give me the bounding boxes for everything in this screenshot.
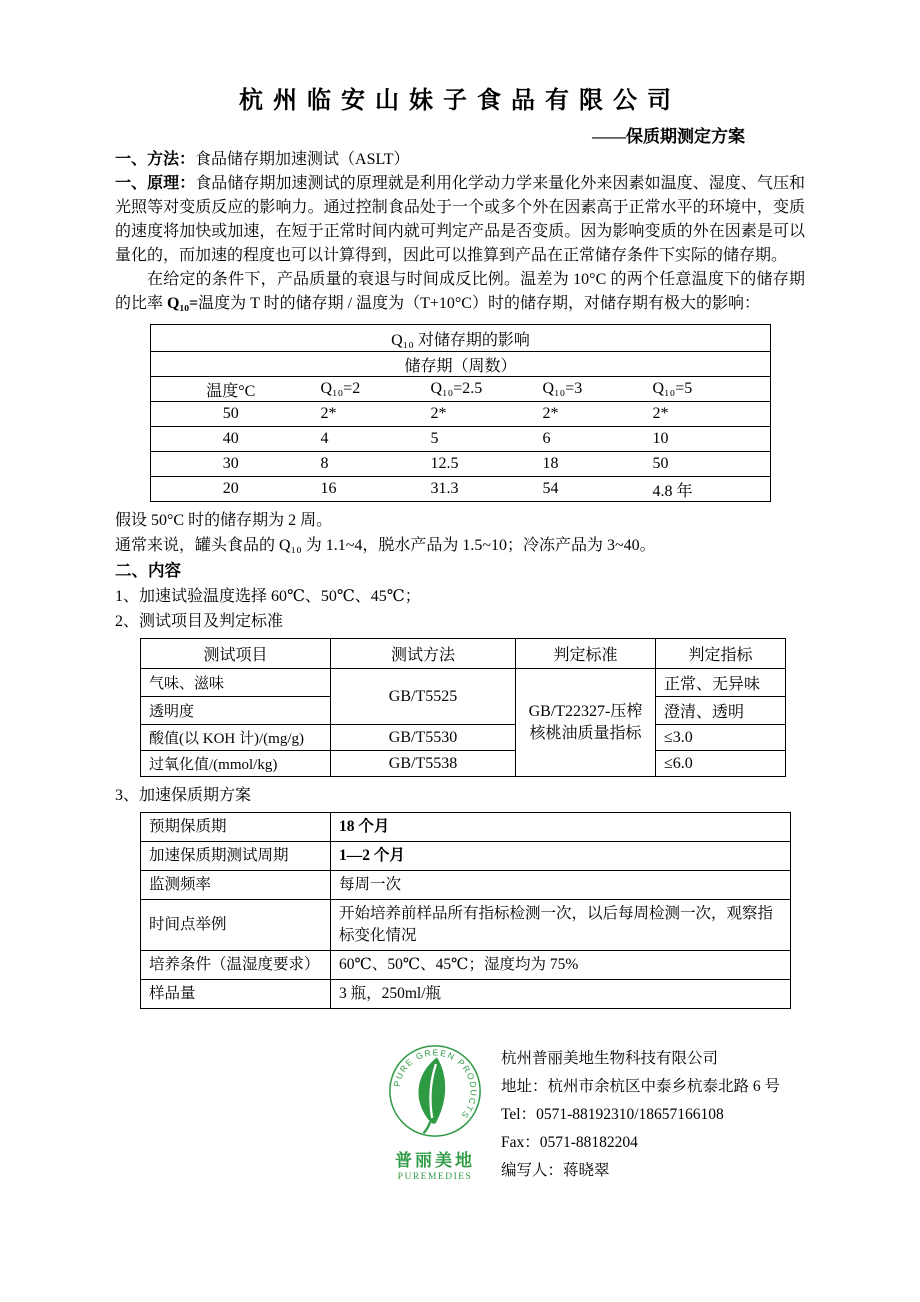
plan-value-cell: 18 个月 xyxy=(331,813,791,842)
section-principle xyxy=(115,172,805,268)
table1-title: Q₁₀ 对储存期的影响 xyxy=(391,331,530,349)
principle-text: 食品储存期加速测试的原理就是利用化学动力学来量化外来因素如温度、湿度、气压和光照等对变质反应的影响力。通过控制食品处于一个或多个外在因素高于正常水平的环境中，变质的速度将加快或加速，在短于正常时间内就可判定产品是否变质。因为影响变质的外在因素是可以量化的，而加速的程度也可以计算得到，因此可以推算到产品在正常储存条件下实际的储存期。 xyxy=(115,175,805,264)
table1-cell: 6 xyxy=(533,427,643,452)
footer-company-name: 杭州普丽美地生物科技有限公司 xyxy=(501,1050,719,1067)
test-indicator-cell: ≤6.0 xyxy=(656,751,786,777)
table1-cell: 8 xyxy=(311,452,421,477)
test-table-header: 测试方法 xyxy=(331,639,516,669)
q10-paragraph xyxy=(115,268,805,316)
q10-paragraph-post: 温度为 T 时的储存期 / 温度为（T+10°C）时的储存期，对储存期有极大的影响： xyxy=(198,295,760,312)
table1-cell: 12.5 xyxy=(421,452,533,477)
test-method-cell: GB/T5530 xyxy=(331,725,516,751)
section-content-heading: 二、内容 xyxy=(115,561,181,580)
test-method-cell: GB/T5538 xyxy=(331,751,516,777)
doc-subtitle: ——保质期测定方案 xyxy=(592,127,745,146)
table1-cell: 10 xyxy=(643,427,771,452)
method-label: 一、方法： xyxy=(115,151,196,168)
note-assumption: 假设 50°C 时的储存期为 2 周。 xyxy=(115,512,333,529)
table1-cell: 4 xyxy=(311,427,421,452)
test-indicator-cell: ≤3.0 xyxy=(656,725,786,751)
q10-paragraph-pre: 在给定的条件下，产品质量的衰退与时间成反比例。温差为 10°C 的两个任意温度下的储存期的比率 xyxy=(115,271,805,312)
principle-label: 一、原理： xyxy=(115,175,196,192)
table1-cell: 50 xyxy=(643,452,771,477)
q10-effect-table xyxy=(150,324,771,502)
table1-cell: 2* xyxy=(643,402,771,427)
footer xyxy=(385,1043,805,1185)
test-standard-cell: GB/T22327-压榨核桃油质量指标 xyxy=(516,669,656,777)
test-table-header: 判定指标 xyxy=(656,639,786,669)
test-method-cell: GB/T5525 xyxy=(331,669,516,725)
footer-tel: Tel：0571-88192310/18657166108 xyxy=(501,1106,724,1123)
table1-cell: 18 xyxy=(533,452,643,477)
table1-subtitle: 储存期（周数） xyxy=(151,352,771,377)
logo-name-en: PUREMEDIES xyxy=(397,1172,473,1182)
test-item-cell: 酸值(以 KOH 计)/(mg/g) xyxy=(141,725,331,751)
method-text: 食品储存期加速测试（ASLT） xyxy=(195,151,410,168)
plan-label-cell: 培养条件（温湿度要求） xyxy=(141,951,331,980)
table1-cell: 20 xyxy=(151,477,311,502)
footer-address: 地址：杭州市余杭区中泰乡杭泰北路 6 号 xyxy=(501,1078,781,1095)
table1-cell: 16 xyxy=(311,477,421,502)
table1-cell: 4.8 年 xyxy=(643,477,771,502)
table1-header: Q₁₀=5 xyxy=(643,377,771,402)
plan-value-cell: 每周一次 xyxy=(331,871,791,900)
test-indicator-cell: 正常、无异味 xyxy=(656,669,786,697)
test-table-header: 判定标准 xyxy=(516,639,656,669)
table1-header: Q₁₀=2.5 xyxy=(421,377,533,402)
table1-cell: 30 xyxy=(151,452,311,477)
table1-cell: 40 xyxy=(151,427,311,452)
test-indicator-cell: 澄清、透明 xyxy=(656,697,786,725)
footer-author: 编写人：蒋晓翠 xyxy=(501,1162,610,1179)
test-item-cell: 气味、滋味 xyxy=(141,669,331,697)
plan-value-cell: 3 瓶，250ml/瓶 xyxy=(331,980,791,1009)
test-table-header: 测试项目 xyxy=(141,639,331,669)
logo-circle-text: PURE GREEN PRODUCTS xyxy=(391,1047,479,1122)
footer-fax: Fax：0571-88182204 xyxy=(501,1134,638,1151)
table1-header: 温度°C xyxy=(151,377,311,402)
table1-cell: 2* xyxy=(311,402,421,427)
logo-name-cn: 普丽美地 xyxy=(395,1151,475,1170)
company-logo xyxy=(385,1043,485,1185)
table1-cell: 2* xyxy=(421,402,533,427)
company-title: 杭州临安山妹子食品有限公司 xyxy=(239,88,681,114)
shelf-life-plan-table xyxy=(140,812,791,1009)
table1-header: Q₁₀=2 xyxy=(311,377,421,402)
list-item-test-standard: 2、测试项目及判定标准 xyxy=(115,613,284,630)
footer-info xyxy=(501,1043,780,1185)
section-method xyxy=(115,148,805,172)
plan-label-cell: 预期保质期 xyxy=(141,813,331,842)
list-item-temperature: 1、加速试验温度选择 60℃、50℃、45℃； xyxy=(115,588,421,605)
test-standards-table xyxy=(140,638,786,777)
test-item-cell: 透明度 xyxy=(141,697,331,725)
q10-ratio-symbol: Q₁₀= xyxy=(167,295,199,312)
table1-cell: 54 xyxy=(533,477,643,502)
plan-label-cell: 加速保质期测试周期 xyxy=(141,842,331,871)
list-item-plan: 3、加速保质期方案 xyxy=(115,787,252,804)
plan-label-cell: 样品量 xyxy=(141,980,331,1009)
plan-value-cell: 60℃、50℃、45℃；湿度均为 75% xyxy=(331,951,791,980)
note-typical-q10: 通常来说，罐头食品的 Q₁₀ 为 1.1~4，脱水产品为 1.5~10；冷冻产品为 3~40。 xyxy=(115,537,656,554)
plan-value-cell: 1—2 个月 xyxy=(331,842,791,871)
logo-emblem xyxy=(387,1043,483,1139)
leaf-stem xyxy=(423,1122,430,1134)
plan-value-cell: 开始培养前样品所有指标检测一次，以后每周检测一次，观察指标变化情况 xyxy=(331,900,791,951)
table1-cell: 5 xyxy=(421,427,533,452)
table1-cell: 31.3 xyxy=(421,477,533,502)
table1-cell: 50 xyxy=(151,402,311,427)
table1-cell: 2* xyxy=(533,402,643,427)
table1-header: Q₁₀=3 xyxy=(533,377,643,402)
plan-label-cell: 监测频率 xyxy=(141,871,331,900)
test-item-cell: 过氧化值/(mmol/kg) xyxy=(141,751,331,777)
plan-label-cell: 时间点举例 xyxy=(141,900,331,951)
